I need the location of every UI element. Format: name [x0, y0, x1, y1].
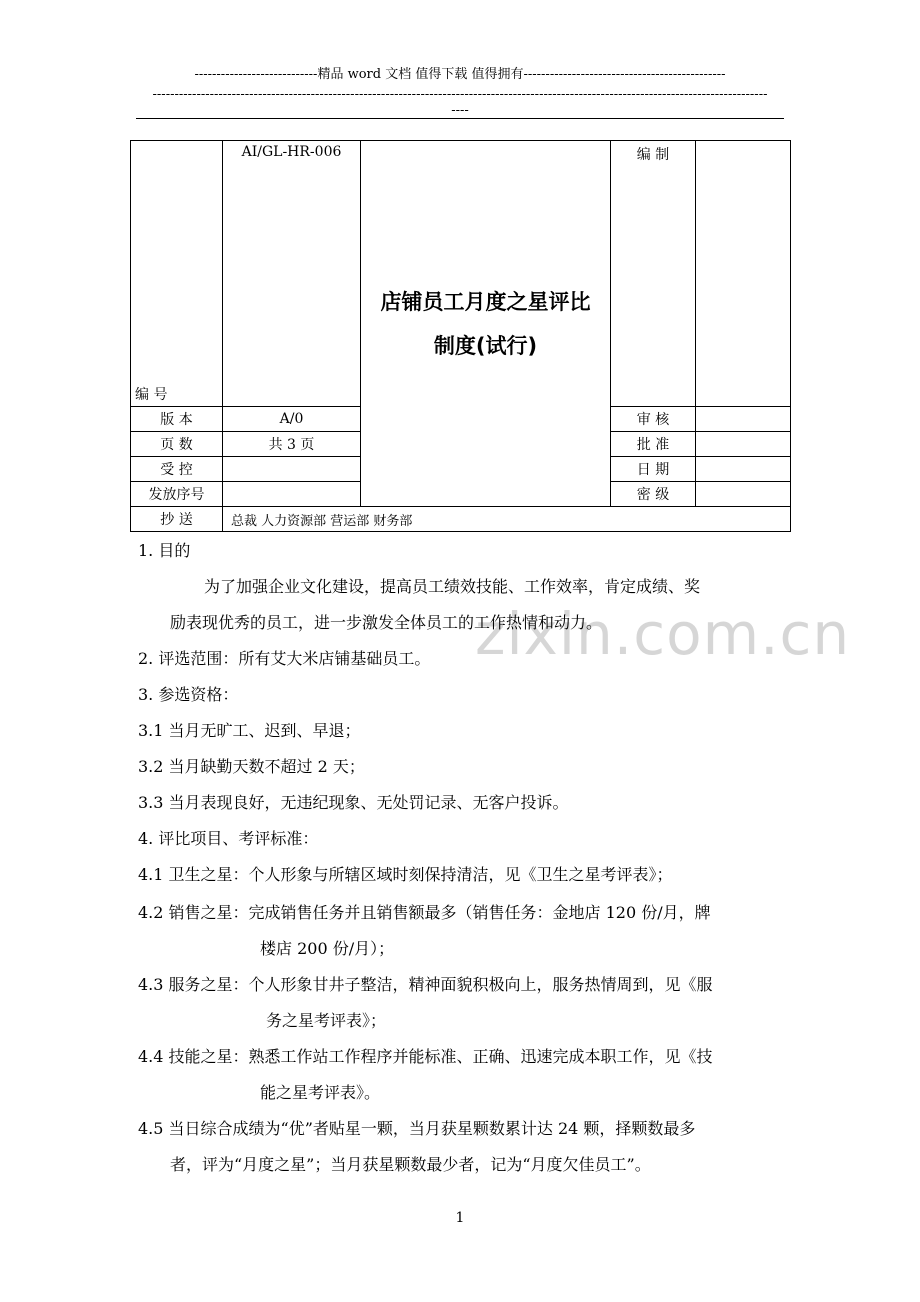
code-value-cell	[223, 141, 361, 407]
cc-label: 抄 送	[131, 507, 223, 532]
compiled-label: 编 制	[636, 147, 670, 163]
version-label: 版 本	[131, 407, 223, 432]
header-line-1: ----------------------------精品 word 文档 值得下载 值得拥有----------------------------------------------	[194, 67, 726, 82]
section-4-title: 4. 评比项目、考评标准：	[138, 829, 319, 848]
cc-value: 总裁 人力资源部 营运部 财务部	[223, 507, 791, 532]
section-1-title: 1. 目的	[138, 541, 191, 560]
section-4-2-line-1: 4.2 销售之星：完成销售任务并且销售额最多（销售任务：金地店 120 份/月，牌	[138, 903, 711, 922]
review-value	[696, 407, 791, 432]
code-value: AI/GL-HR-006	[241, 144, 342, 160]
header-line-2: --------------------------------------------------------------------------------------------------------------------------------------------	[152, 87, 768, 102]
section-1-text-1: 为了加强企业文化建设，提高员工绩效技能、工作效率，肯定成绩、奖	[204, 577, 701, 596]
section-4-4-line-2: 能之星考评表》。	[260, 1083, 381, 1102]
security-value	[696, 482, 791, 507]
controlled-label: 受 控	[131, 457, 223, 482]
section-4-2-line-2: 楼店 200 份/月）；	[260, 939, 395, 958]
pages-label: 页 数	[131, 432, 223, 457]
security-label: 密 级	[611, 482, 696, 507]
section-3-2: 3.2 当月缺勤天数不超过 2 天；	[138, 757, 365, 776]
approve-value	[696, 432, 791, 457]
section-4-3-line-2: 务之星考评表》；	[266, 1011, 387, 1030]
date-label: 日 期	[611, 457, 696, 482]
section-2: 2. 评选范围：所有艾大米店铺基础员工。	[138, 649, 431, 668]
compiled-value-cell	[696, 141, 791, 407]
section-4-5-line-1: 4.5 当日综合成绩为“优”者贴星一颗，当月获星颗数累计达 24 颗，择颗数最多	[138, 1119, 696, 1138]
approve-label: 批 准	[611, 432, 696, 457]
issue-no-label: 发放序号	[131, 482, 223, 507]
section-3-title: 3. 参选资格：	[138, 685, 239, 704]
document-info-table	[130, 140, 791, 532]
version-value: A/0	[223, 407, 361, 432]
section-4-3-line-1: 4.3 服务之星：个人形象甘井子整洁，精神面貌积极向上，服务热情周到，见《服	[138, 975, 713, 994]
page-number: 1	[455, 1210, 465, 1226]
watermark: zixin.com.cn	[475, 600, 851, 668]
section-3-1: 3.1 当月无旷工、迟到、早退；	[138, 721, 361, 740]
header-rule	[136, 118, 784, 119]
pages-value: 共 3 页	[223, 432, 361, 457]
controlled-value	[223, 457, 361, 482]
section-1-text-2: 励表现优秀的员工，进一步激发全体员工的工作热情和动力。	[170, 613, 603, 632]
date-value	[696, 457, 791, 482]
code-label: 编 号	[135, 387, 168, 403]
doc-title-line-1: 店铺员工月度之星评比	[380, 289, 591, 314]
compiled-label-cell	[611, 141, 696, 407]
header-line-3: ----	[451, 103, 469, 118]
section-4-1: 4.1 卫生之星：个人形象与所辖区域时刻保持清洁，见《卫生之星考评表》；	[138, 865, 673, 884]
code-label-cell	[131, 141, 223, 407]
section-4-4-line-1: 4.4 技能之星：熟悉工作站工作程序并能标准、正确、迅速完成本职工作，见《技	[138, 1047, 713, 1066]
review-label: 审 核	[611, 407, 696, 432]
doc-title-line-2: 制度(试行)	[433, 333, 538, 358]
section-3-3: 3.3 当月表现良好，无违纪现象、无处罚记录、无客户投诉。	[138, 793, 569, 812]
title-cell	[361, 141, 611, 507]
issue-no-value	[223, 482, 361, 507]
section-4-5-line-2: 者，评为“月度之星”；当月获星颗数最少者，记为“月度欠佳员工”。	[170, 1155, 651, 1174]
